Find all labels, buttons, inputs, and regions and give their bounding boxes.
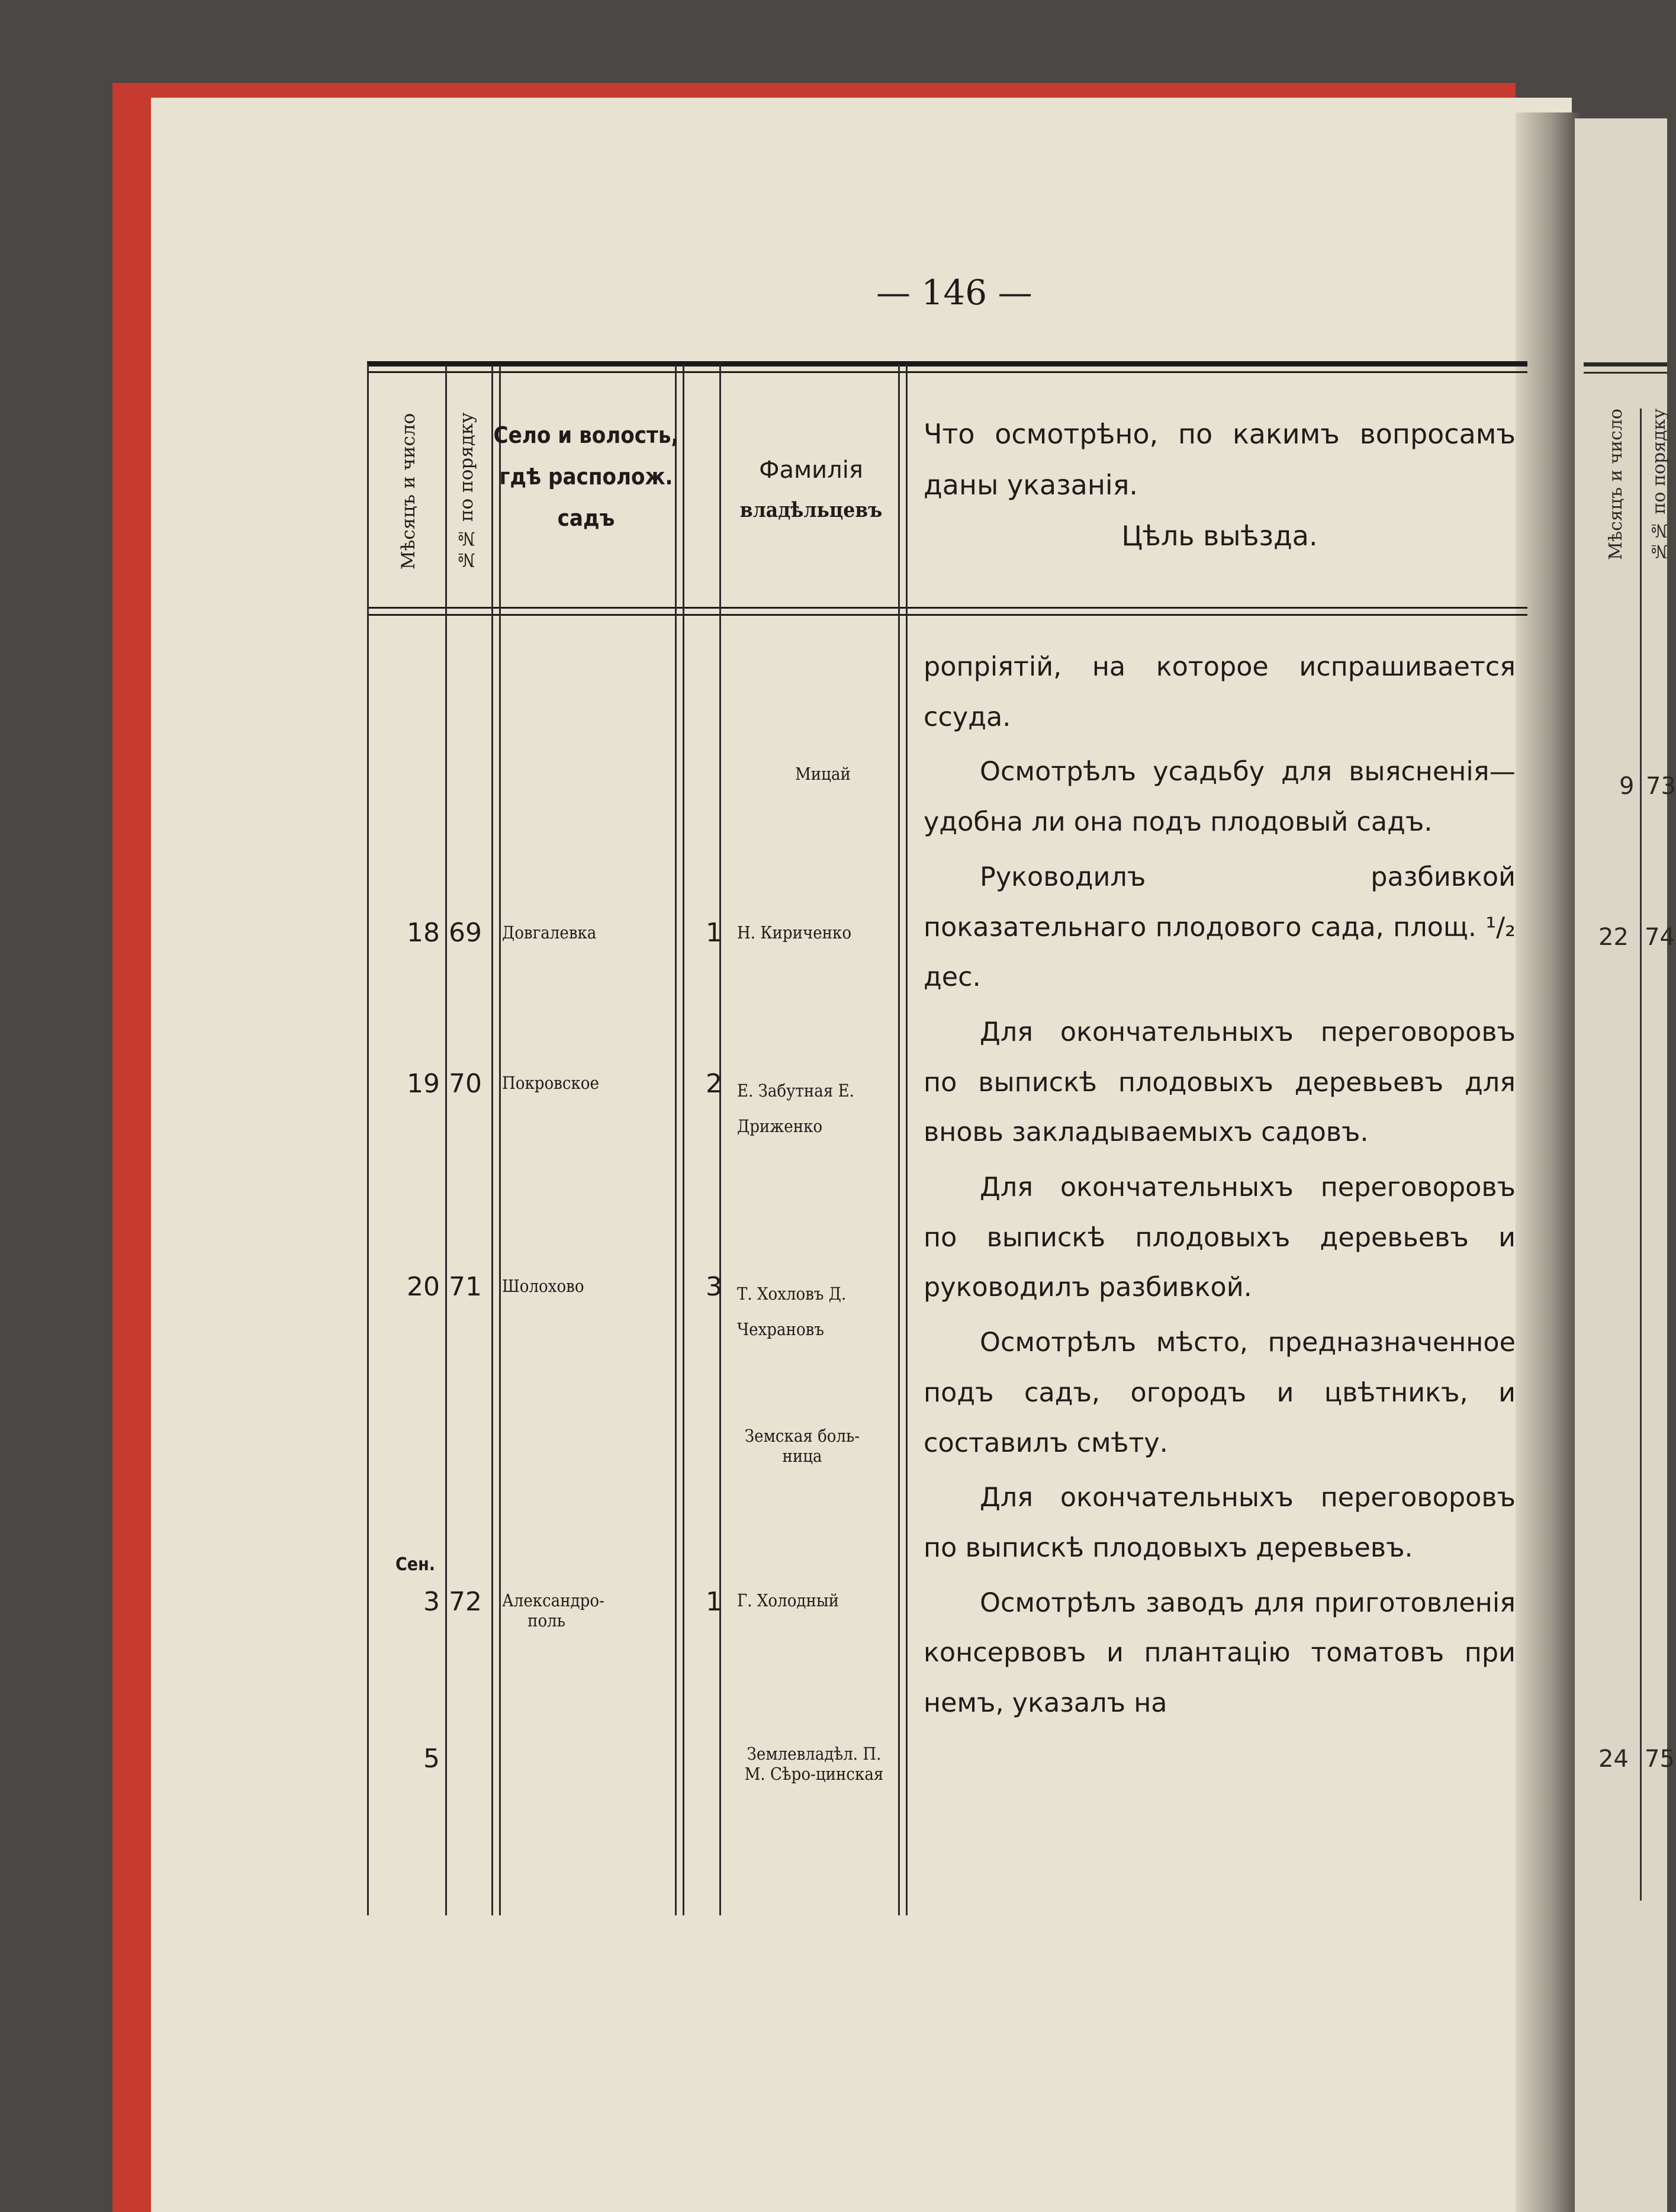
owner-cell: Е. Забутная Е. Дриженко — [737, 1081, 854, 1136]
paragraph: Осмотрѣлъ усадьбу для выясненія—удобна ли она подъ плодовый садъ. — [924, 757, 1516, 838]
paragraph: ропріятій, на которое испрашивается ссуда. — [924, 652, 1516, 732]
owner-cell: Н. Кириченко — [737, 922, 852, 943]
book-gutter — [1516, 112, 1581, 2212]
column-line-double — [675, 364, 684, 1915]
owner-cell: Землевладѣл. П. М. Сѣро-цинская — [744, 1744, 884, 1784]
owner-cell: Т. Хохловъ Д. Чехрановъ — [737, 1284, 847, 1339]
header-purpose — [924, 409, 1516, 561]
count-cell: 1 — [706, 918, 722, 948]
header-bottom-rule — [367, 607, 1527, 609]
paragraph: Для окончательныхъ переговоровъ по выпискѣ плодовыхъ деревьевъ для вновь закладываемыхъ садовъ. — [924, 1017, 1516, 1148]
column-line — [719, 364, 721, 1915]
right-page-day: 9 — [1619, 773, 1635, 800]
header-bottom-rule-2 — [367, 614, 1527, 616]
column-line-double — [898, 364, 908, 1915]
day-cell: 3 — [423, 1587, 440, 1617]
header-purpose-line2: Цѣль выѣзда. — [1121, 520, 1318, 552]
order-no-cell: 69 — [449, 918, 482, 948]
village-cell: Довгалевка — [502, 922, 597, 943]
right-page-header-no: №№ по порядку — [1649, 409, 1669, 562]
count-cell: 2 — [706, 1069, 722, 1099]
owner-cell: Земская боль-ница — [744, 1426, 860, 1466]
header-owner — [725, 450, 897, 531]
owner-cell: Г. Холодный — [737, 1590, 839, 1610]
paragraph: Осмотрѣлъ мѣсто, предназначенное подъ садъ, огородъ и цвѣтникъ, и составилъ смѣту. — [924, 1327, 1516, 1458]
right-page-no: 75 — [1645, 1745, 1675, 1773]
right-page-no: 73 — [1646, 773, 1676, 800]
header-owner-line2: владѣльцевъ — [739, 498, 883, 522]
column-line-double — [491, 364, 501, 1915]
page-number: — 146 — — [876, 272, 1032, 313]
column-line — [367, 364, 369, 1915]
day-cell: 19 — [407, 1069, 440, 1099]
table-top-rule-thick — [367, 361, 1527, 366]
column-line — [445, 364, 447, 1915]
right-page-top-rule — [1584, 362, 1667, 366]
month-cell: Сен. — [395, 1554, 436, 1575]
right-page-top-rule-thin — [1584, 372, 1667, 374]
paragraph: Осмотрѣлъ заводъ для приготовленія консервовъ и плантацію томатовъ при немъ, указалъ на — [924, 1587, 1516, 1719]
day-cell: 5 — [423, 1744, 440, 1774]
header-village: Село и волость, гдѣ располож. садъ — [493, 422, 679, 531]
paragraph: Для окончательныхъ переговоровъ по выпискѣ плодовыхъ деревьевъ. — [924, 1483, 1516, 1563]
count-cell: 3 — [706, 1272, 722, 1302]
table-top-rule-thin — [367, 371, 1527, 373]
village-cell: Александро-поль — [502, 1590, 604, 1631]
owner-cell: Мицай — [795, 764, 851, 784]
order-no-cell: 71 — [449, 1272, 482, 1302]
right-page-no: 74 — [1645, 924, 1675, 951]
header-order-no: №№ по порядку — [456, 412, 477, 571]
paragraph: Для окончательныхъ переговоровъ по выпискѣ плодовыхъ деревьевъ и руководилъ разбивкой. — [924, 1172, 1516, 1303]
header-owner-line1: Фамилія — [759, 456, 863, 484]
header-purpose-line1: Что осмотрѣно, по какимъ вопросамъ даны указанія. — [924, 418, 1516, 501]
right-page-header-month: Мѣсяцъ и число — [1606, 409, 1626, 560]
paragraph: Руководилъ разбивкой показательнаго плодового сада, площ. ¹/₂ дес. — [924, 861, 1516, 993]
village-cell: Покровское — [502, 1073, 599, 1093]
right-page-day: 22 — [1598, 924, 1629, 951]
order-no-cell: 70 — [449, 1069, 482, 1099]
right-page-column-line — [1640, 409, 1642, 1901]
village-cell: Шолохово — [502, 1276, 584, 1296]
purpose-text — [924, 642, 1516, 1729]
right-page-day: 24 — [1598, 1745, 1629, 1773]
header-month-day: Мѣсяцъ и число — [398, 413, 419, 570]
order-no-cell: 72 — [449, 1587, 482, 1617]
day-cell: 20 — [407, 1272, 440, 1302]
count-cell: 1 — [706, 1587, 722, 1617]
day-cell: 18 — [407, 918, 440, 948]
